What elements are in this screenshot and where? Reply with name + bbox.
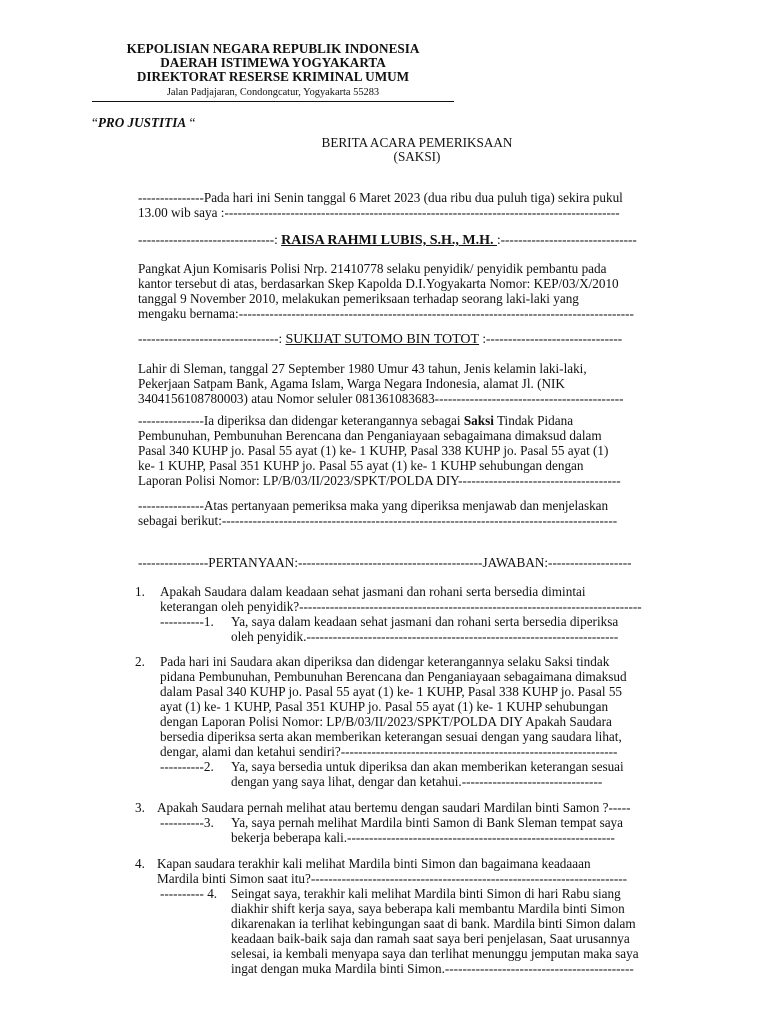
question-line: Mardila binti Simon saat itu?------------------------------------------------------------------------ <box>157 871 628 886</box>
answer-text <box>231 759 699 789</box>
identity-line-1: Lahir di Sleman, tanggal 27 September 1980 Umur 43 tahun, Jenis kelamin laki-laki, <box>138 361 587 376</box>
question-number: 2. <box>135 654 145 669</box>
rank-line-2: kantor tersebut di atas, berdasarkan Skep Kapolda D.I.Yogyakarta Nomor: KEP/03/X/2010 <box>138 276 619 291</box>
answer-text <box>231 614 699 644</box>
examined-paragraph <box>138 413 696 488</box>
question-number: 4. <box>135 856 145 871</box>
question-line: ayat (1) ke- 1 KUHP, Pasal 351 KUHP jo. Pasal 55 ayat (1) ke- 1 KUHP sehubungan <box>160 699 609 714</box>
witness-name: SUKIJAT SUTOMO BIN TOTOT <box>285 332 480 347</box>
answering-paragraph <box>138 498 696 528</box>
examined-line-4: ke- 1 KUHP, Pasal 351 KUHP jo. Pasal 55 ayat (1) ke- 1 KUHP sehubungan dengan <box>138 458 584 473</box>
answer-text <box>231 886 699 976</box>
question-line: bersedia diperiksa serta akan memberikan keterangan sesuai dengan yang saudara lihat, <box>160 729 622 744</box>
answering-line-1: ---------------Atas pertanyaan pemeriksa maka yang diperiksa menjawab dan menjelaskan <box>138 498 609 513</box>
answer-line: ingat dengan muka Mardila binti Simon.------------------------------------------- <box>231 961 634 976</box>
answering-line-2: sebagai berikut:------------------------------------------------------------------------------------------ <box>138 513 618 528</box>
letterhead <box>92 42 454 100</box>
answer-line: dengan yang saya lihat, dengar dan ketahui.-------------------------------- <box>231 774 603 789</box>
answer-line: Ya, saya bersedia untuk diperiksa dan akan memberikan keterangan sesuai <box>231 759 624 774</box>
opening-line-2: 13.00 wib saya :------------------------------------------------------------------------------------------ <box>138 205 620 220</box>
answer-line: keadaan baik-baik saja dan ramah saat saya beri penjelasan, Saat urusannya <box>231 931 630 946</box>
pro-justitia: “PRO JUSTITIA “ <box>92 115 196 130</box>
examined-line-5: Laporan Polisi Nomor: LP/B/03/II/2023/SPKT/POLDA DIY------------------------------------- <box>138 473 621 488</box>
answer-line: diakhir shift kerja saya, saya beberapa kali membantu Mardila binti Simon <box>231 901 625 916</box>
question-line: Pada hari ini Saudara akan diperiksa dan didengar keterangannya selaku Saksi tindak <box>160 654 610 669</box>
question-line: Apakah Saudara pernah melihat atau bertemu dengan saudari Mardilan binti Samon ?----- <box>157 800 631 815</box>
examined-line-3: Pasal 340 KUHP jo. Pasal 55 ayat (1) ke- 1 KUHP, Pasal 338 KUHP jo. Pasal 55 ayat (1) <box>138 443 609 458</box>
qa-header: ----------------PERTANYAAN:------------------------------------------JAWABAN:------------------- <box>138 555 632 570</box>
answer-line: Seingat saya, terakhir kali melihat Mardila binti Simon di hari Rabu siang <box>231 886 621 901</box>
answer-line: Ya, saya pernah melihat Mardila binti Samon di Bank Sleman tempat saya <box>231 815 624 830</box>
question-text <box>160 654 700 759</box>
answer-line: Ya, saya dalam keadaan sehat jasmani dan rohani serta bersedia diperiksa <box>231 614 619 629</box>
rank-line-1: Pangkat Ajun Komisaris Polisi Nrp. 21410778 selaku penyidik/ penyidik pembantu pada <box>138 261 607 276</box>
document-title <box>138 136 696 164</box>
answer-line: selesai, ia kembali menyapa saya dan terlihat menunggu jemputan maka saya <box>231 946 639 961</box>
question-number: 1. <box>135 584 145 599</box>
answer-text <box>231 815 699 845</box>
header-line-3: DIREKTORAT RESERSE KRIMINAL UMUM <box>136 69 410 84</box>
examined-line-2: Pembunuhan, Pembunuhan Berencana dan Penganiayaan sebagaimana dimaksud dalam <box>138 428 602 443</box>
rank-line-4: mengaku bernama:------------------------------------------------------------------------------------------ <box>138 306 634 321</box>
question-line: dengan Laporan Polisi Nomor: LP/B/03/II/2023/SPKT/POLDA DIY Apakah Saudara <box>160 714 612 729</box>
question-text <box>157 800 700 815</box>
question-line: pidana Pembunuhan, Pembunuhan Berencana dan Penganiayaan sebagaimana dimaksud <box>160 669 627 684</box>
answer-number: ---------- 4. <box>160 886 218 901</box>
title-line-2: (SAKSI) <box>393 149 441 164</box>
opening-line-1: ---------------Pada hari ini Senin tanggal 6 Maret 2023 (dua ribu dua puluh tiga) sekira pukul <box>138 190 623 205</box>
question-line: dengar, alami dan ketahui sendiri?--------------------------------------------------------------- <box>160 744 618 759</box>
identity-line-3: 3404156108780003) atau Nomor seluler 081361083683------------------------------------------- <box>138 391 624 406</box>
question-line: Apakah Saudara dalam keadaan sehat jasmani dan rohani serta bersedia dimintai <box>160 584 586 599</box>
answer-line: bekerja beberapa kali.------------------------------------------------------------- <box>231 830 615 845</box>
pro-justitia-text: PRO JUSTITIA <box>97 115 187 130</box>
header-line-1: KEPOLISIAN NEGARA REPUBLIK INDONESIA <box>126 41 420 56</box>
header-divider <box>92 101 454 102</box>
identity-paragraph <box>138 361 696 406</box>
rank-paragraph <box>138 261 696 321</box>
investigator-name: RAISA RAHMI LUBIS, S.H., M.H. <box>281 233 497 248</box>
examined-line-1: ---------------Ia diperiksa dan didengar keterangannya sebagai Saksi Tindak Pidana <box>138 413 574 428</box>
question-line: keterangan oleh penyidik?------------------------------------------------------------------------------ <box>160 599 642 614</box>
answer-number: ----------1. <box>160 614 214 629</box>
question-line: Kapan saudara terakhir kali melihat Mardila binti Simon dan bagaimana keadaaan <box>157 856 591 871</box>
investigator-name-line: -------------------------------: RAISA RAHMI LUBIS, S.H., M.H. :------------------------------- <box>138 232 637 248</box>
identity-line-2: Pekerjaan Satpam Bank, Agama Islam, Warga Negara Indonesia, alamat Jl. (NIK <box>138 376 565 391</box>
answer-number: ----------2. <box>160 759 214 774</box>
rank-line-3: tanggal 9 November 2010, melakukan pemeriksaan terhadap seorang laki-laki yang <box>138 291 579 306</box>
question-line: dalam Pasal 340 KUHP jo. Pasal 55 ayat (1) ke- 1 KUHP, Pasal 338 KUHP jo. Pasal 55 <box>160 684 623 699</box>
answer-line: dikarenakan ia terlihat kebingungan saat di bank. Mardila binti Simon dalam <box>231 916 636 931</box>
question-text <box>157 856 700 886</box>
title-line-1: BERITA ACARA PEMERIKSAAN <box>321 135 513 150</box>
answer-line: oleh penyidik.----------------------------------------------------------------------- <box>231 629 619 644</box>
opening-paragraph <box>138 190 696 220</box>
witness-name-line: --------------------------------: SUKIJAT SUTOMO BIN TOTOT :------------------------------- <box>138 331 623 347</box>
header-line-2: DAERAH ISTIMEWA YOGYAKARTA <box>160 55 386 70</box>
question-text <box>160 584 700 614</box>
answer-number: ----------3. <box>160 815 214 830</box>
header-address: Jalan Padjajaran, Condongcatur, Yogyakarta 55283 <box>166 87 380 98</box>
question-number: 3. <box>135 800 145 815</box>
